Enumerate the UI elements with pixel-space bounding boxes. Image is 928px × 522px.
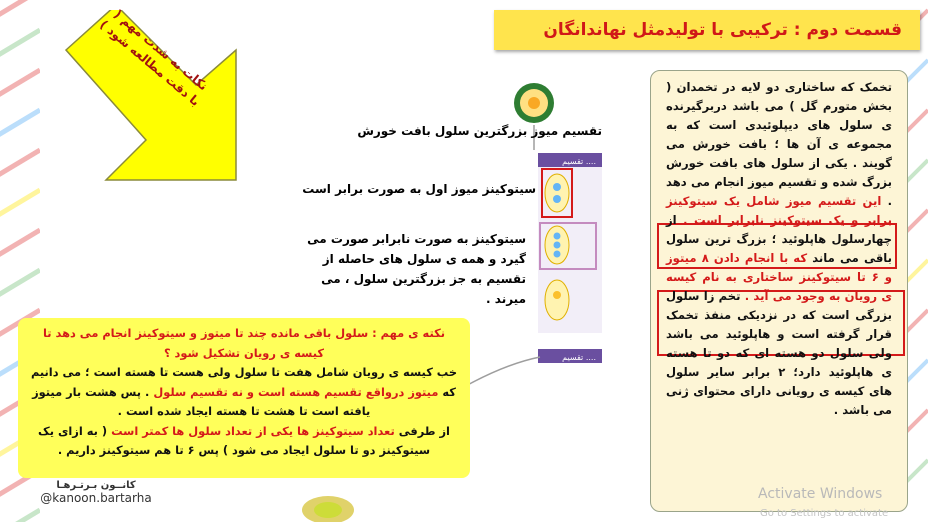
arrow-note: نکات به شدت مهم ( با دقت مطالعه شود ): [97, 6, 211, 109]
info-text: [666, 78, 892, 420]
title-banner: [494, 10, 920, 50]
note-a2-red: تعداد سیتوکینز ها یکی از تعداد سلول ها کمتر است: [111, 423, 395, 438]
page-title: قسمت دوم : ترکیبی با تولیدمثل نهاندانگان: [543, 20, 902, 40]
info-p5: تخم زا سلول بزرگی است که در نزدیکی منفذ تخمک قرار گرفته است و هاپلوئید می باشد ولی سلول دو هسته ای که دو تا هسته ی هاپلوئید دارد؛ ۲ برابر سایر سلول های کیسه ی رویانی دارای محتوای ژنی می باشد .: [666, 289, 892, 417]
embryo-sac-icon: [302, 496, 354, 522]
note-answer-2: [28, 422, 460, 461]
caption-bottom: سیتوکینز به صورت نابرابر صورت می گیرد و همه ی سلول های حاصله از تقسیم به جز بزرگترین سلول ، می میرند .: [307, 232, 526, 306]
caption-top: تقسیم میوز بزرگترین سلول بافت خورش: [357, 124, 602, 138]
info-p4-red: که با انجام دادن ۸ میتوز و ۶ تا سیتوکینز ساختاری به نام کیسه ی رویان به وجود می آید .: [666, 251, 893, 303]
info-p4: از چهارسلول هاپلوئید ؛ بزرگ ترین سلول باقی می ماند: [666, 213, 893, 265]
note-a1-red: میتوز درواقع تقسیم هسته است و نه تقسیم سلول: [153, 384, 439, 399]
caption-mid: سیتوکینز میوز اول به صورت برابر است: [302, 182, 536, 196]
note-text: [28, 324, 460, 461]
note-question: نکته ی مهم : سلول باقی مانده چند تا میتوز و سیتوکینز انجام می دهد تا کیسه ی رویان تشکیل شود ؟: [42, 326, 445, 360]
note-a1: خب کیسه ی رویان شامل هفت تا سلول ولی هست تا هسته است ؛ می دانیم که: [30, 365, 458, 399]
figure-label-2: تقسیم ....: [562, 353, 596, 362]
activate-windows-subtext: Go to Settings to activate: [760, 508, 889, 519]
note-a2-start: از طرفی: [398, 423, 450, 438]
info-p1: تخمک که ساختاری دو لایه در تخمدان ( بخش متورم گل ) می باشد دربرگیرنده ی سلول های دیپلوئیدی است که به مجموعه ی آن ها ؛ بافت خورش می گویند .: [666, 80, 892, 170]
info-p3: این تقسیم میوز شامل یک سیتوکینز برابر و یک سیتوکینز نابرابر است .: [666, 194, 892, 227]
note-a1-end: . پس هشت بار میتوز یافته است تا هشت تا هسته ایجاد شده است .: [32, 384, 371, 418]
logo-handle: @kanoon.bartarha: [40, 491, 152, 505]
logo-line-1: کانــون بـرتـرهـا: [56, 480, 136, 491]
figure-label-1: تقسیم ....: [562, 157, 596, 166]
activate-windows-watermark: Activate Windows: [758, 486, 883, 502]
ovule-icon: [514, 83, 554, 123]
note-a2-end: ( به ازای یک سیتوکینز دو تا سلول ایجاد می شود ) پس ۶ تا هم سیتوکینز داریم .: [38, 423, 431, 457]
info-p2: یکی از سلول های بافت خورش بزرگ شده و تقسیم میوز انجام می دهد .: [666, 156, 892, 208]
note-answer-1: [28, 363, 460, 422]
channel-logo: [36, 480, 156, 505]
cell-icon-3: [545, 280, 569, 320]
